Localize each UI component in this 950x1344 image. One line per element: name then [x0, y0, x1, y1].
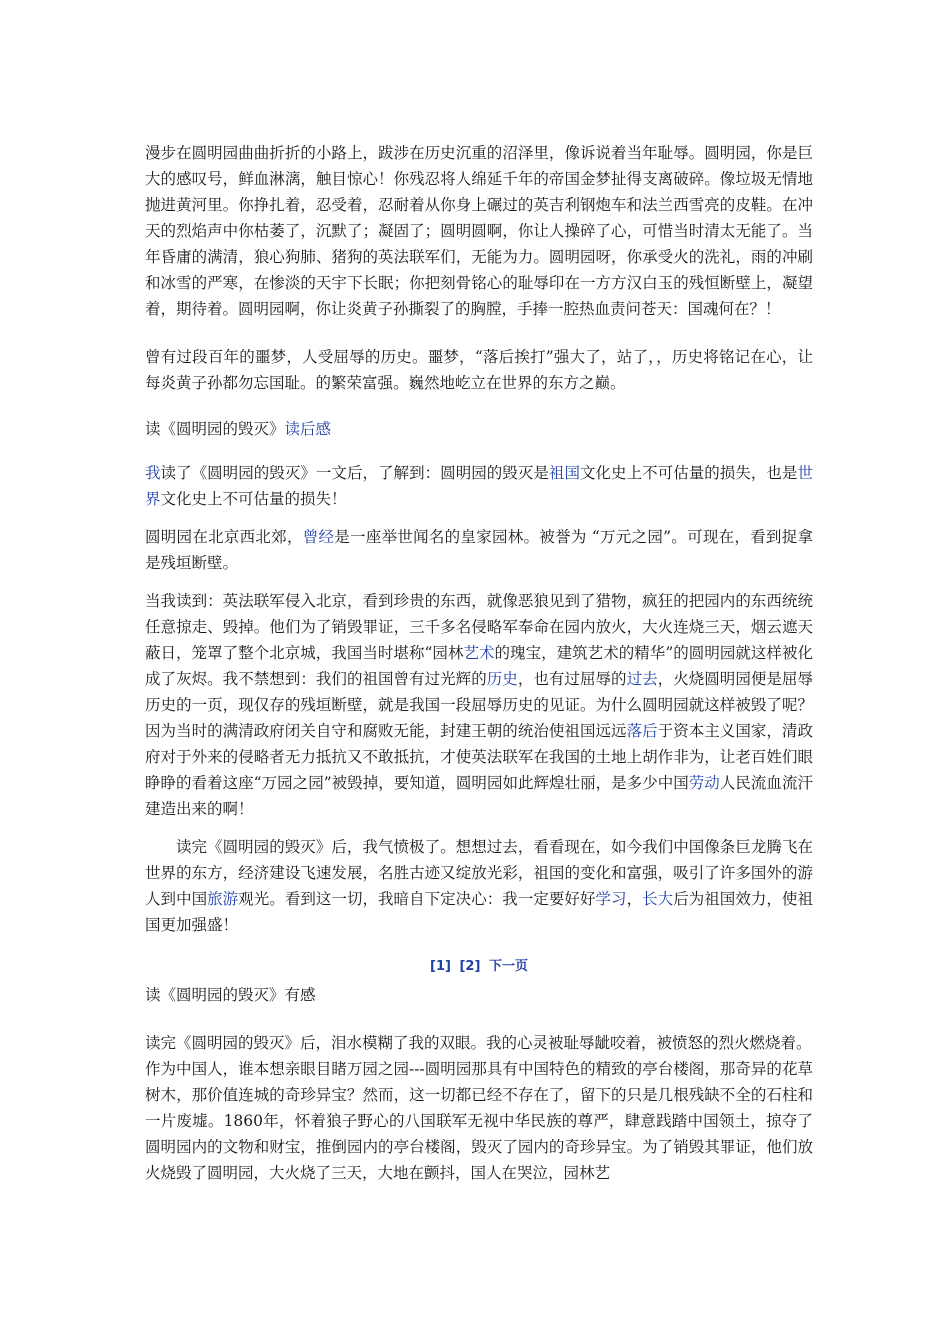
page-link-1[interactable]: [1] [430, 959, 451, 974]
keyword-link[interactable]: 我 [145, 464, 161, 482]
page-link-2[interactable]: [2] [459, 959, 481, 974]
keyword-link[interactable]: 旅游 [207, 890, 239, 908]
paragraph-essay2-2 [145, 1056, 813, 1186]
text-segment: 读《圆明园的毁灭》有感 [145, 986, 316, 1004]
paragraph-essay2-1 [145, 1030, 813, 1056]
keyword-link[interactable]: 劳动 [688, 774, 720, 792]
text-segment: ，火烧圆明园便是屈辱历史的一页，现仅存的残垣断壁，就是我国一段屈辱历史的见证。为什么圆明园就这样被毁了呢？因为当时的满清政府闭关自守和腐败无能，封建王朝的统治使祖国远远 [145, 670, 813, 740]
paragraph-essay1-3 [145, 588, 813, 822]
paragraph-intro [145, 140, 813, 322]
keyword-link[interactable]: 长大 [642, 890, 674, 908]
keyword-link[interactable]: 读后感 [284, 420, 332, 438]
paragraph-essay1-4 [145, 834, 813, 938]
paragraph-essay1-1 [145, 460, 813, 512]
text-segment: 圆明园在北京西北郊， [145, 528, 303, 546]
text-segment: 漫步在圆明园曲曲折折的小路上，跋涉在历史沉重的沼泽里，像诉说着当年耻辱。圆明园，你是巨大的感叹号，鲜血淋漓，触目惊心！你残忍将人绵延千年的帝国金梦扯得支离破碎。像垃圾无情地抛进黄河里。你挣扎着，忍受着，忍耐着从你身上碾过的英吉利钢炮车和法兰西雪亮的皮鞋。在冲天的烈焰声中你枯萎了，沉默了；凝固了；圆明圆啊，你让人操碎了心，可惜当时清太无能了。当年昏庸的满清，狼心狗肺、猪狗的英法联军们，无能为力。圆明园呀，你承受火的洗礼，雨的冲刷和冰雪的严寒，在惨淡的天宇下长眠；你把刻骨铭心的耻辱印在一方方汉白玉的残恒断壁上，凝望着，期待着。圆明园啊，你让炎黄子孙撕裂了的胸膛，手捧一腔热血责问苍天：国魂何在？！ [145, 144, 813, 318]
text-segment: 作为中国人，谁本想亲眼目睹万园之园---圆明园那具有中国特色的精致的亭台楼阁，那奇异的花草树木，那价值连城的奇珍异宝？然而，这一切都已经不存在了，留下的只是几根残缺不全的石柱和一片废墟。1860年，怀着狼子野心的八国联军无视中华民族的尊严，肆意践踏中国领土，掠夺了圆明园内的文物和财宝，推倒园内的亭台楼阁，毁灭了园内的奇珍异宝。为了销毁其罪证，他们放火烧毁了圆明园，大火烧了三天，大地在颤抖，国人在哭泣，园林艺 [145, 1060, 813, 1182]
text-segment: 读了《圆明园的毁灭》一文后，了解到：圆明园的毁灭是 [160, 464, 549, 482]
text-segment: 当我读到：英法联军侵入北京，看到珍贵的东西，就像恶狼见到了猎物，疯狂的把园内的东西统统任意掠走、毁掉。他们为了销毁罪证，三千多名侵略军奉命在园内放火，大火连烧三天，烟云遮天蔽日，笼罩了整个北京城，我国当时堪称“园林 [145, 592, 813, 662]
keyword-link[interactable]: 祖国 [548, 464, 580, 482]
text-segment: 读完《圆明园的毁灭》后，我气愤极了。想想过去，看看现在，如今我们中国像条巨龙腾飞在世界的东方，经济建设飞速发展，名胜古迹又绽放光彩，祖国的变化和富强，吸引了许多国外的游人到中国 [145, 838, 813, 908]
next-page-link[interactable]: 下一页 [488, 959, 528, 974]
text-segment: 的瑰宝，建筑艺术的精华”的圆明园就这样被化成了灰烬。我不禁想到：我们的祖国曾有过光辉的 [145, 644, 813, 688]
text-segment: 是一座举世闻名的皇家园林。被誉为 “万元之园”。可现在，看到捉拿是残垣断壁。 [145, 528, 813, 572]
keyword-link[interactable]: 落后 [626, 722, 658, 740]
paragraph-essay1-2 [145, 524, 813, 576]
keyword-link[interactable]: 过去 [626, 670, 658, 688]
keyword-link[interactable]: 艺术 [463, 644, 495, 662]
essay-title-2 [145, 982, 813, 1008]
text-segment: 文化史上不可估量的损失，也是 [579, 464, 798, 482]
article [145, 140, 813, 1186]
text-segment: 曾有过段百年的噩梦，人受屈辱的历史。噩梦，“落后挨打”强大了，站了，，历史将铭记在心，让每炎黄子孙都勿忘国耻。的繁荣富强。巍然地屹立在世界的东方之巅。 [145, 348, 813, 392]
keyword-link[interactable]: 世界 [145, 464, 813, 508]
essay-title-1 [145, 416, 813, 442]
text-segment: 于资本主义国家，清政府对于外来的侵略者无力抵抗又不敢抵抗，才使英法联军在我国的土地上胡作非为，让老百姓们眼睁睁的看着这座“万园之园”被毁掉，要知道，圆明园如此辉煌壮丽，是多少中国 [145, 722, 813, 792]
text-segment: 后为祖国效力，使祖国更加强盛！ [145, 890, 813, 934]
text-segment: ，也有过屈辱的 [517, 670, 627, 688]
text-segment: 文化史上不可估量的损失！ [160, 490, 347, 508]
keyword-link[interactable]: 历史 [486, 670, 518, 688]
text-segment: 读《圆明园的毁灭》 [145, 420, 285, 438]
keyword-link[interactable]: 曾经 [302, 528, 335, 546]
text-segment: 读完《圆明园的毁灭》后，泪水模糊了我的双眼。我的心灵被耻辱龇咬着，被愤怒的烈火燃烧着。 [145, 1034, 812, 1052]
keyword-link[interactable]: 学习 [595, 890, 627, 908]
text-segment: ， [626, 890, 643, 908]
text-segment: 人民流血流汗建造出来的啊！ [145, 774, 813, 818]
text-segment: 观光。看到这一切，我暗自下定决心：我一定要好好 [238, 890, 596, 908]
pagination [145, 956, 813, 978]
paragraph-nightmare [145, 344, 813, 396]
